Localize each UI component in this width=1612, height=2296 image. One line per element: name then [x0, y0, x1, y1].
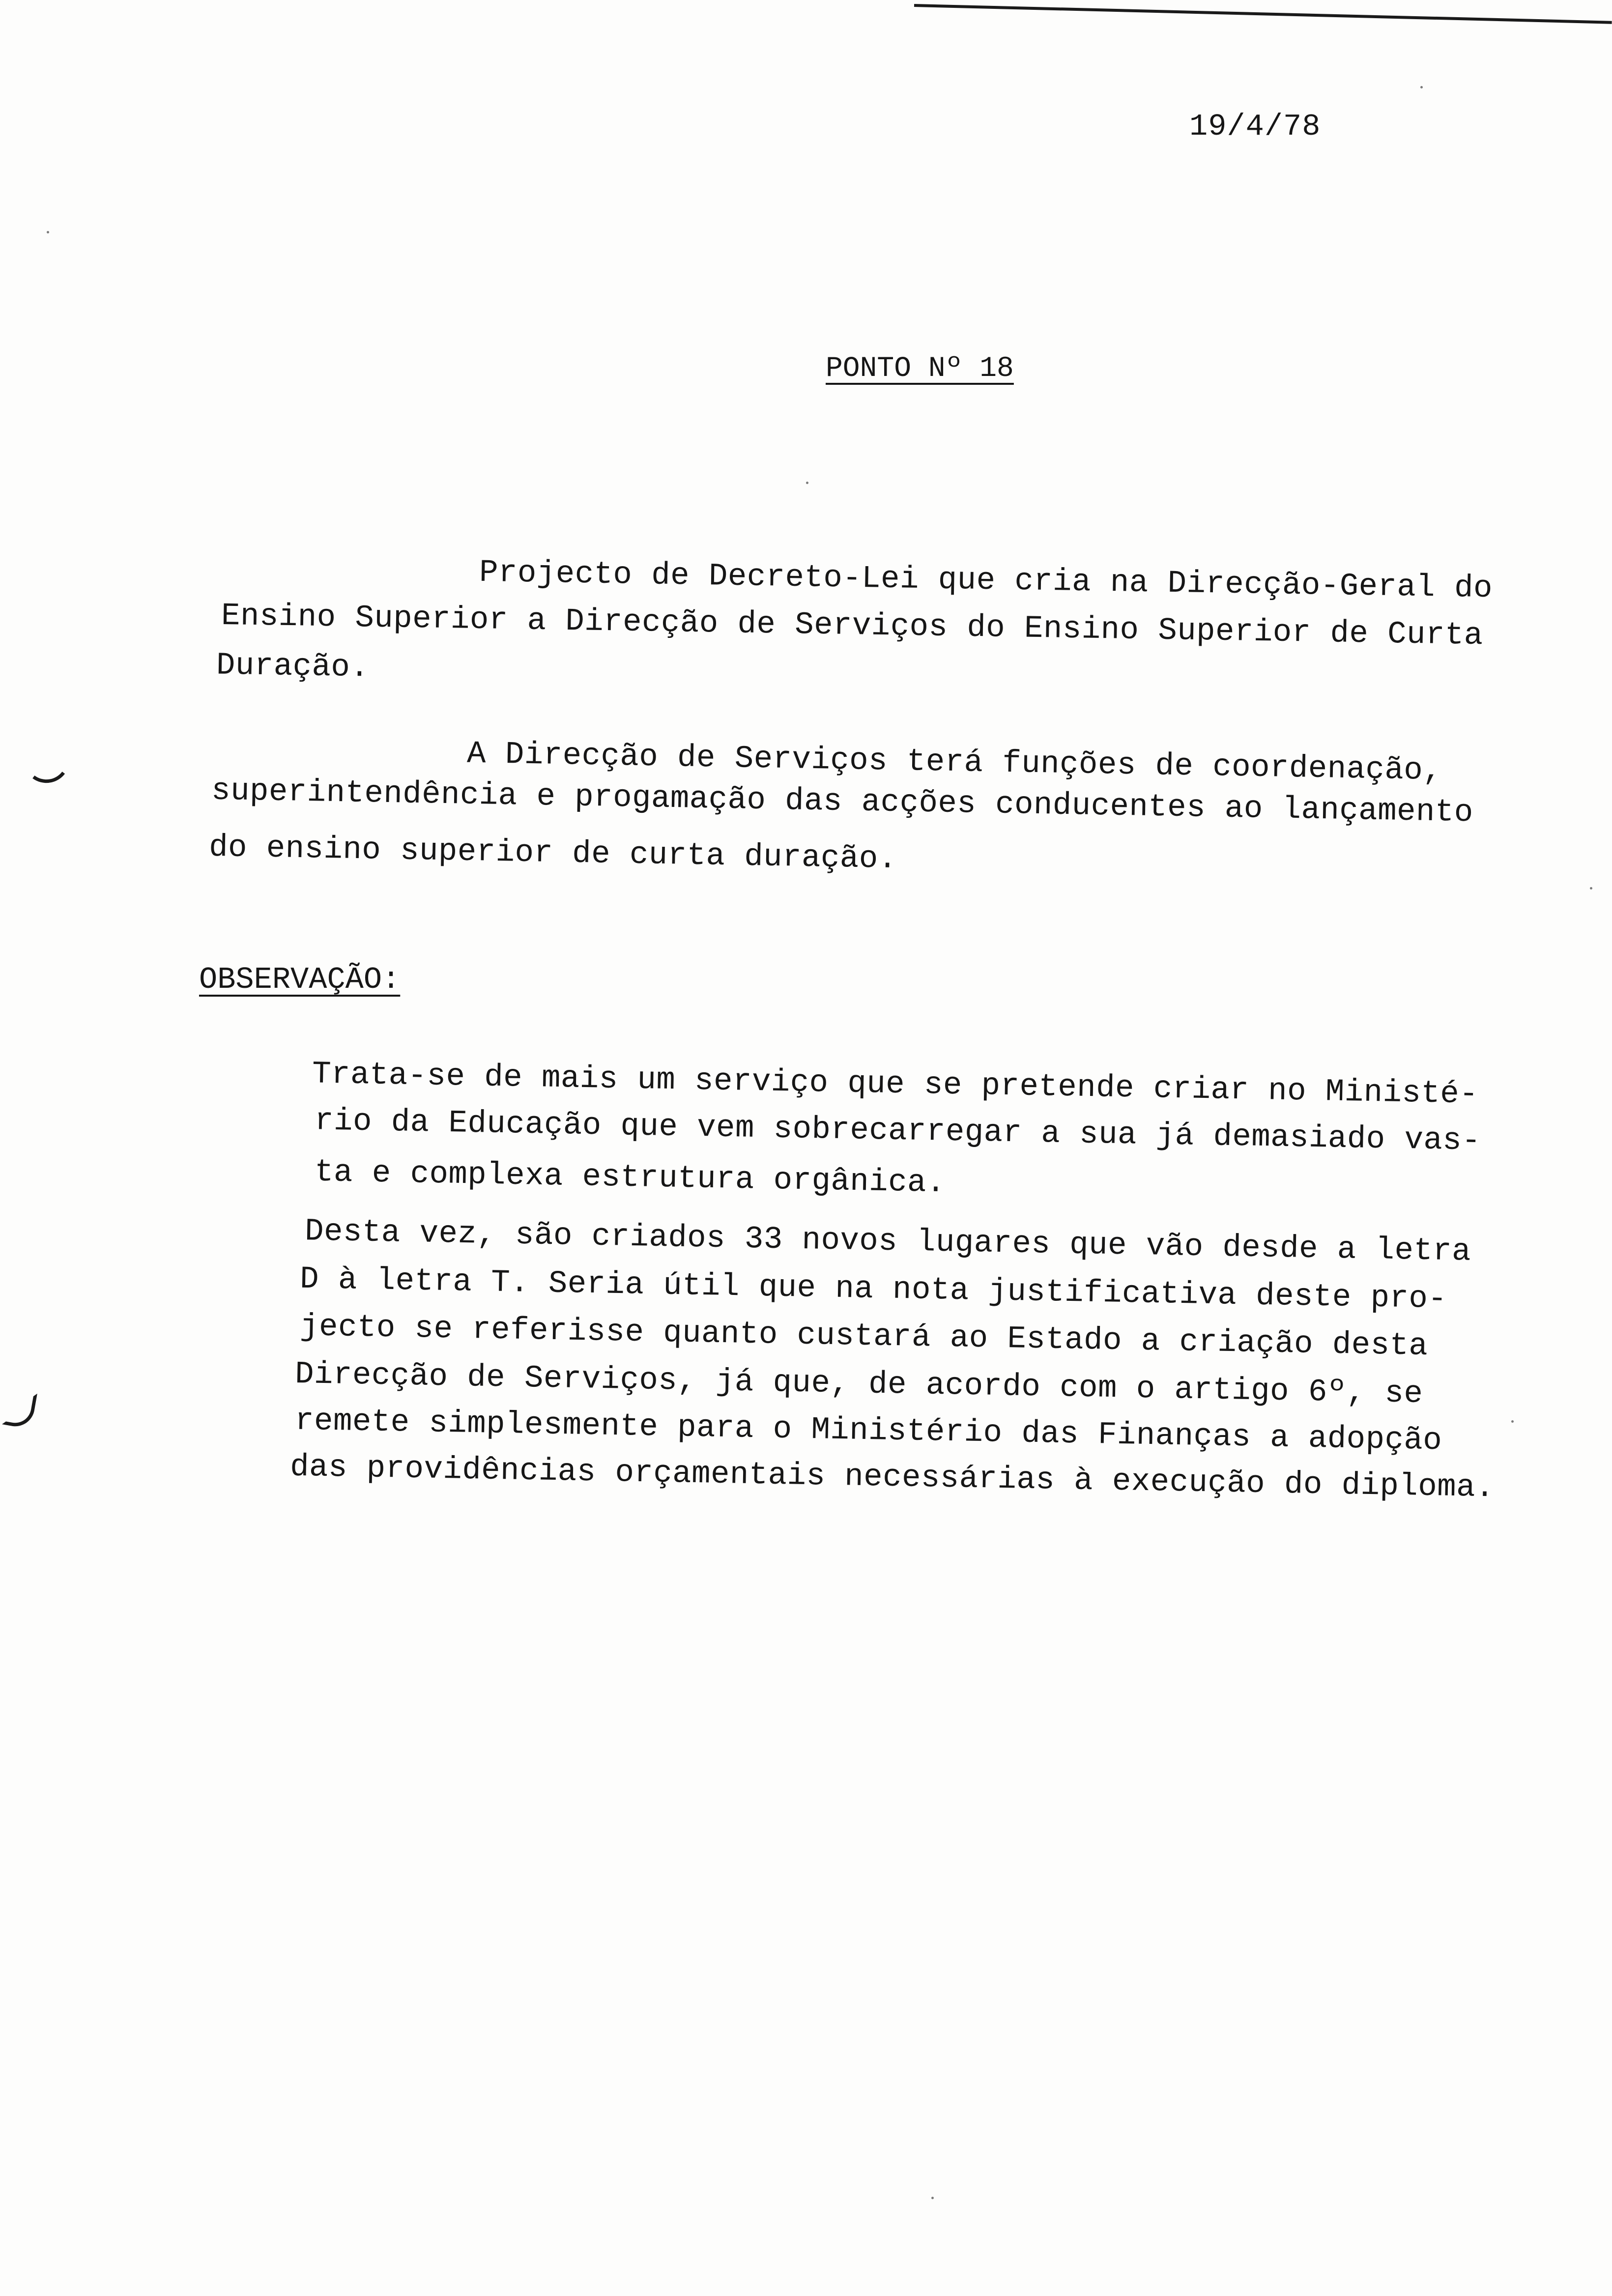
paragraph-1-line: Ensino Superior a Direcção de Serviços do Ensino Superior de Curta [221, 598, 1484, 654]
scan-speck [47, 231, 49, 233]
document-heading: PONTO Nº 18 [826, 353, 1014, 385]
paragraph-1-line: Projecto de Decreto-Lei que cria na Direcção-Geral do [479, 555, 1493, 607]
observation-label: OBSERVAÇÃO: [199, 962, 401, 997]
observation-line: Trata-se de mais um serviço que se pretende criar no Ministé- [312, 1057, 1479, 1113]
scan-speck [1590, 887, 1592, 890]
scan-speck [931, 2197, 934, 2199]
document-date: 19/4/78 [1189, 109, 1321, 144]
top-edge-line [914, 4, 1612, 24]
punch-hole-mark [23, 751, 72, 786]
observation-line: ta e complexa estrutura orgânica. [314, 1154, 946, 1202]
scan-speck [1511, 1420, 1514, 1423]
punch-hole-mark [2, 1388, 37, 1429]
observation-line: D à letra T. Seria útil que na nota justificativa deste pro- [299, 1262, 1447, 1318]
observation-line: rio da Educação que vem sobrecarregar a sua já demasiado vas- [314, 1103, 1481, 1159]
paragraph-2-line: A Direcção de Serviços terá funções de coordenação, [466, 736, 1442, 789]
observation-line: remete simplesmente para o Ministério das Finanças a adopção [294, 1403, 1442, 1459]
observation-line: Direcção de Serviços, já que, de acordo com o artigo 6º, se [294, 1356, 1423, 1412]
paragraph-2-line: do ensino superior de curta duração. [208, 830, 898, 878]
scan-speck [806, 482, 808, 484]
observation-line: jecto se referisse quanto custará ao Estado a criação desta [299, 1309, 1428, 1365]
observation-line: das providências orçamentais necessárias à execução do diploma. [289, 1449, 1495, 1506]
observation-line: Desta vez, são criados 33 novos lugares que vão desde a letra [304, 1214, 1471, 1270]
scan-speck [1420, 86, 1423, 88]
paragraph-1-line: Duração. [216, 648, 370, 686]
paragraph-2-line: superintendência e progamação das acções conducentes ao lançamento [211, 773, 1474, 831]
